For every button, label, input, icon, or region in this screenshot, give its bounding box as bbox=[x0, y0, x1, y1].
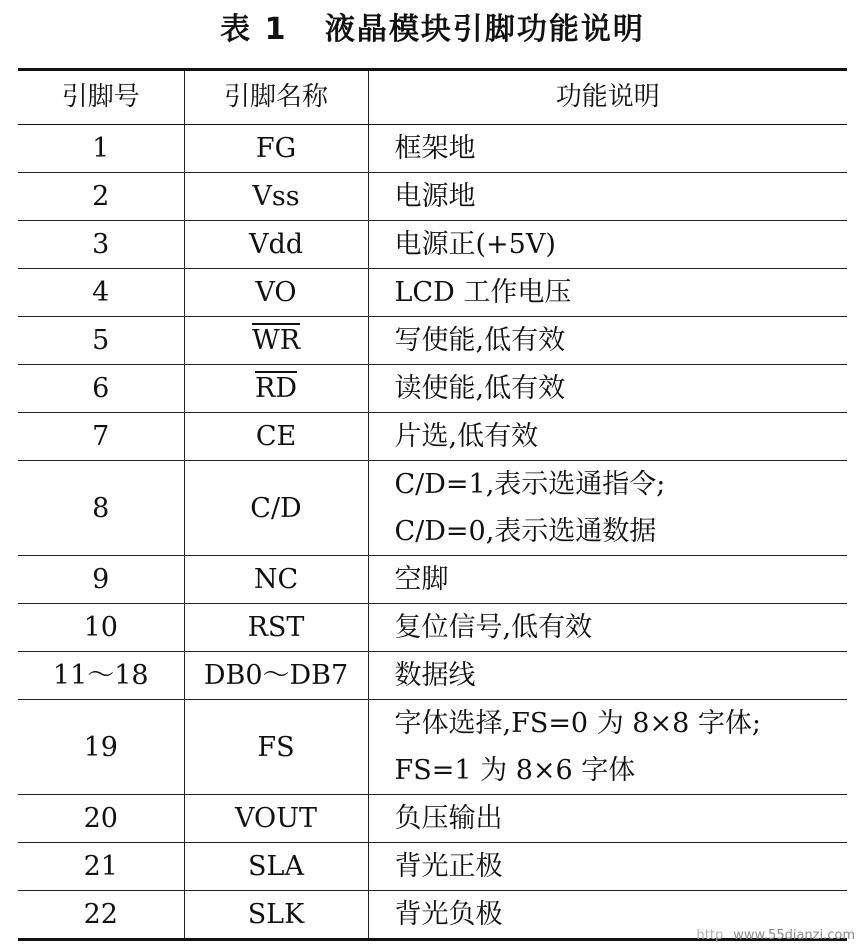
pin-name-text: VO bbox=[255, 277, 297, 308]
function-description-line: 电源正(+5V) bbox=[394, 229, 556, 260]
table-row bbox=[18, 413, 847, 461]
function-description-cell bbox=[368, 221, 847, 269]
function-description-cell bbox=[368, 795, 847, 843]
function-description-line: 写使能,低有效 bbox=[394, 325, 566, 356]
pin-number-cell: 20 bbox=[18, 795, 184, 843]
pin-name-cell bbox=[184, 173, 368, 221]
pin-number-cell: 4 bbox=[18, 269, 184, 317]
pin-name-cell bbox=[184, 365, 368, 413]
function-description-cell bbox=[368, 317, 847, 365]
pin-number-cell: 21 bbox=[18, 843, 184, 891]
function-description-line: C/D=1,表示选通指令; bbox=[394, 469, 666, 500]
table-row bbox=[18, 843, 847, 891]
pin-name-text: SLA bbox=[248, 851, 304, 882]
function-description-cell bbox=[368, 173, 847, 221]
function-description-cell bbox=[368, 461, 847, 556]
table-row bbox=[18, 795, 847, 843]
pin-number-cell: 8 bbox=[18, 461, 184, 556]
table-title: 表 1 液晶模块引脚功能说明 bbox=[220, 12, 645, 47]
header-function-description: 功能说明 bbox=[368, 70, 847, 125]
pin-name-cell bbox=[184, 317, 368, 365]
table-row bbox=[18, 173, 847, 221]
pin-number-cell: 11～18 bbox=[18, 652, 184, 700]
function-description-cell bbox=[368, 556, 847, 604]
pin-name-cell bbox=[184, 843, 368, 891]
watermark-domain: www.55dianzi.com bbox=[733, 928, 855, 943]
table-row bbox=[18, 125, 847, 173]
pin-name-cell bbox=[184, 891, 368, 940]
table-row bbox=[18, 221, 847, 269]
pin-name-text: $\overline{WR}$ bbox=[251, 325, 301, 356]
table-row bbox=[18, 556, 847, 604]
function-description-line: 复位信号,低有效 bbox=[394, 612, 593, 643]
header-pin-name: 引脚名称 bbox=[184, 70, 368, 125]
function-description-cell bbox=[368, 843, 847, 891]
function-description-line: 片选,低有效 bbox=[394, 421, 539, 452]
function-description-cell bbox=[368, 413, 847, 461]
table-row bbox=[18, 317, 847, 365]
function-description-line: 背光正极 bbox=[394, 851, 503, 882]
table-row bbox=[18, 461, 847, 556]
pin-number-cell: 5 bbox=[18, 317, 184, 365]
pin-name-text: DB0～DB7 bbox=[203, 660, 349, 691]
function-description-line: 空脚 bbox=[394, 564, 449, 595]
function-description-line: 负压输出 bbox=[394, 803, 503, 834]
function-description-line: 背光负极 bbox=[394, 899, 503, 930]
pin-number-cell: 22 bbox=[18, 891, 184, 940]
function-description-line: LCD 工作电压 bbox=[394, 277, 572, 308]
table-header-row bbox=[18, 70, 847, 125]
function-description-cell bbox=[368, 269, 847, 317]
pin-number-cell: 19 bbox=[18, 700, 184, 795]
pin-number-cell: 10 bbox=[18, 604, 184, 652]
pin-name-text: C/D bbox=[250, 492, 302, 524]
function-description-cell bbox=[368, 604, 847, 652]
pin-name-cell bbox=[184, 125, 368, 173]
function-description-cell bbox=[368, 652, 847, 700]
function-description-line: C/D=0,表示选通数据 bbox=[394, 516, 657, 547]
header-pin-number: 引脚号 bbox=[18, 70, 184, 125]
pin-name-text: $\overline{RD}$ bbox=[255, 373, 297, 404]
pin-name-text: CE bbox=[255, 421, 297, 452]
pin-name-cell bbox=[184, 413, 368, 461]
pin-function-table bbox=[18, 68, 847, 941]
pin-name-text: Vss bbox=[252, 181, 300, 212]
function-description-cell bbox=[368, 125, 847, 173]
table-row bbox=[18, 365, 847, 413]
function-description-line: FS=1 为 8×6 字体 bbox=[394, 755, 636, 786]
function-description-cell bbox=[368, 700, 847, 795]
pin-name-cell bbox=[184, 556, 368, 604]
watermark bbox=[697, 926, 855, 946]
pin-number-cell: 6 bbox=[18, 365, 184, 413]
pin-number-cell: 1 bbox=[18, 125, 184, 173]
pin-name-cell bbox=[184, 795, 368, 843]
table-row bbox=[18, 652, 847, 700]
function-description-line: 数据线 bbox=[394, 660, 476, 691]
table-row bbox=[18, 604, 847, 652]
pin-name-text: VOUT bbox=[235, 803, 317, 834]
pin-number-cell: 9 bbox=[18, 556, 184, 604]
pin-name-text: SLK bbox=[247, 899, 305, 930]
pin-name-cell bbox=[184, 604, 368, 652]
pin-name-cell bbox=[184, 269, 368, 317]
function-description-line: 读使能,低有效 bbox=[394, 373, 566, 404]
pin-name-text: NC bbox=[253, 564, 299, 595]
table-row bbox=[18, 700, 847, 795]
pin-number-cell: 2 bbox=[18, 173, 184, 221]
pin-number-cell: 7 bbox=[18, 413, 184, 461]
pin-name-text: FG bbox=[255, 133, 297, 164]
pin-name-text: FS bbox=[257, 731, 295, 763]
pin-number-cell: 3 bbox=[18, 221, 184, 269]
pin-name-cell bbox=[184, 221, 368, 269]
function-description-cell bbox=[368, 365, 847, 413]
pin-name-text: RST bbox=[247, 612, 305, 643]
table-body bbox=[18, 125, 847, 940]
function-description-line: 框架地 bbox=[394, 133, 476, 164]
watermark-prefix: http bbox=[696, 928, 724, 943]
pin-name-cell bbox=[184, 700, 368, 795]
table-row bbox=[18, 269, 847, 317]
pin-name-text: Vdd bbox=[248, 229, 304, 260]
pin-name-cell bbox=[184, 461, 368, 556]
function-description-line: 电源地 bbox=[394, 181, 476, 212]
pin-name-cell bbox=[184, 652, 368, 700]
function-description-line: 字体选择,FS=0 为 8×8 字体; bbox=[394, 708, 761, 739]
